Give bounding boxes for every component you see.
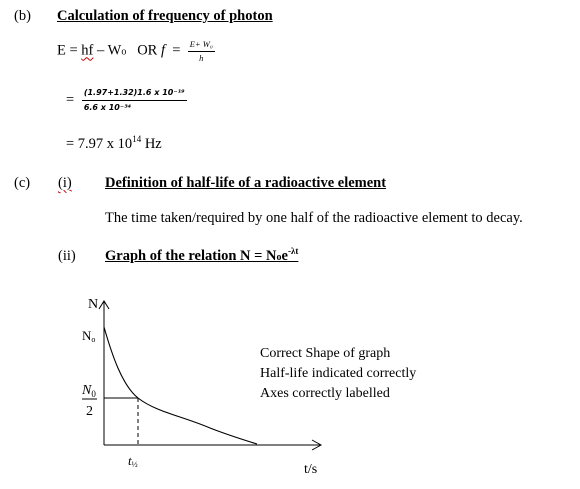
part-b-label: (b): [14, 8, 31, 24]
part-c-ii-label: (ii): [58, 248, 76, 264]
result-value: = 7.97 x 10: [66, 136, 133, 152]
calc-denominator: 6.6 x 10⁻³⁴: [83, 103, 132, 112]
y-axis-label: N: [88, 297, 99, 312]
t-half-label: t½: [128, 453, 138, 469]
part-c-label: (c): [14, 175, 31, 191]
criterion-half-life: Half-life indicated correctly: [260, 366, 417, 381]
result-exponent: 14: [132, 134, 142, 144]
eq-or: OR: [126, 42, 161, 59]
x-axis-label: t/s: [304, 462, 318, 477]
calc-prefix: =: [66, 91, 75, 108]
eq-w-sub: o: [121, 46, 127, 58]
half-life-heading: Definition of half-life of a radioactive element: [105, 175, 387, 191]
eq-minus-w: – W: [93, 42, 122, 59]
eq-lhs: E =: [57, 42, 82, 59]
criterion-axes: Axes correctly labelled: [260, 386, 390, 401]
eq-f: f: [160, 42, 166, 59]
eq-hf: hf: [81, 42, 94, 59]
part-b-heading: Calculation of frequency of photon: [57, 8, 273, 24]
eq-fraction-denominator: h: [199, 52, 204, 63]
criteria-list: [260, 344, 416, 404]
part-c-i-label: (i): [58, 175, 72, 191]
n0-label: No: [82, 328, 96, 344]
half-life-definition: The time taken/required by one half of the radioactive element to decay.: [105, 210, 523, 226]
half-denominator: 2: [86, 404, 93, 419]
result-unit: Hz: [141, 136, 162, 152]
calc-numerator: (1.97+1.32)1.6 x 10⁻¹⁹: [82, 89, 187, 101]
criterion-shape: Correct Shape of graph: [260, 346, 391, 361]
half-numerator: $N_0$: [82, 383, 96, 399]
decay-curve: [104, 327, 257, 444]
eq-equals: =: [165, 42, 188, 59]
eq-fraction-numerator: E+ W₀: [188, 40, 215, 52]
graph-heading: Graph of the relation N = Noe$^{-\lambda t}$: [105, 246, 299, 264]
